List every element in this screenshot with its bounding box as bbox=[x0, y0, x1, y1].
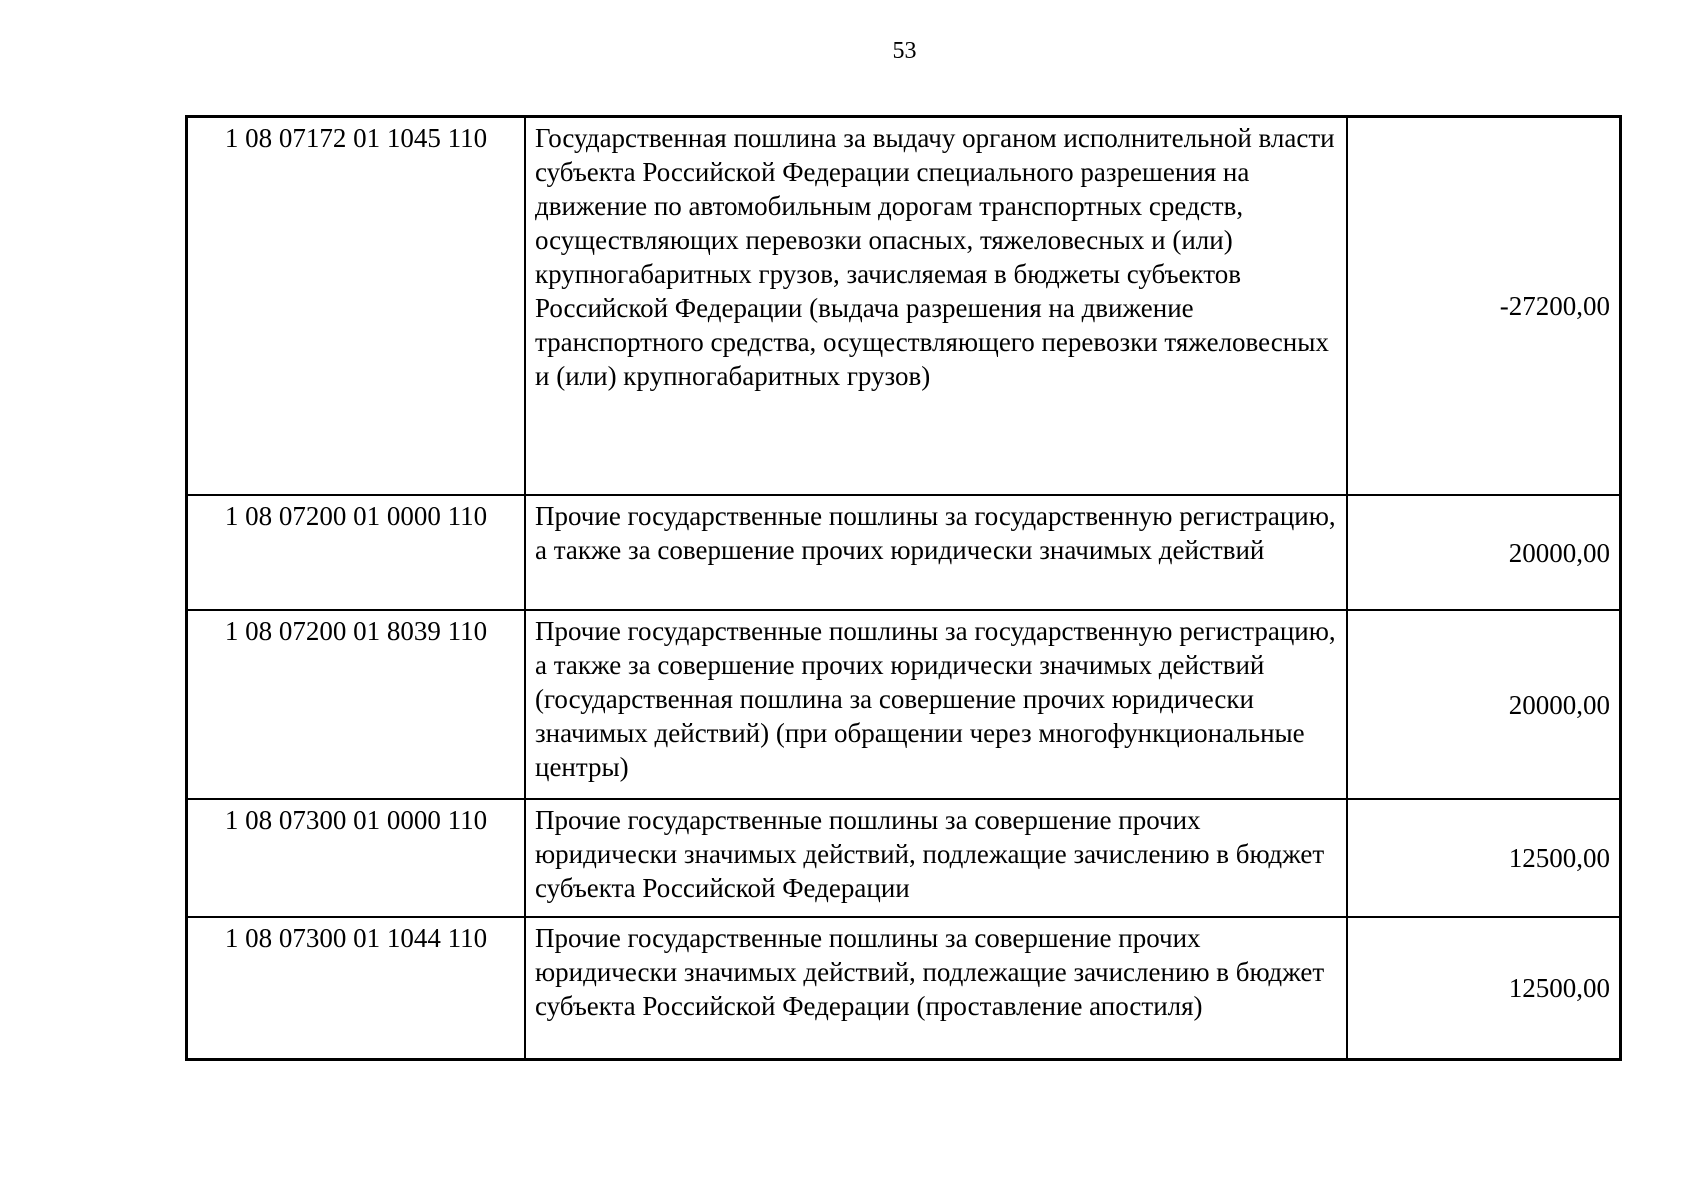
amount-cell: 12500,00 bbox=[1508, 843, 1610, 873]
income-description-cell: Государственная пошлина за выдачу органом исполнительной власти субъекта Российской Федерации специального разрешения на движение по автомобильным дорогам транспортных средств, осуществляющих перевозки опасных, тяжеловесных и (или) крупногабаритных грузов, зачисляемая в бюджеты субъектов Российской Федерации (выдача разрешения на движение транспортного средства, осуществляющего перевозки тяжеловесных и (или) крупногабаритных грузов) bbox=[526, 118, 1348, 494]
table-row bbox=[188, 496, 1619, 611]
amount-cell: 12500,00 bbox=[1508, 973, 1610, 1003]
budget-table bbox=[185, 115, 1622, 1061]
kbk-code-cell: 1 08 07300 01 1044 110 bbox=[188, 918, 526, 1058]
amount-cell: 20000,00 bbox=[1508, 689, 1610, 720]
kbk-code-cell: 1 08 07200 01 8039 110 bbox=[188, 611, 526, 798]
income-description-cell: Прочие государственные пошлины за совершение прочих юридически значимых действий, подлежащие зачислению в бюджет субъекта Российской Федерации (проставление апостиля) bbox=[526, 918, 1348, 1058]
kbk-code-cell: 1 08 07172 01 1045 110 bbox=[188, 118, 526, 494]
income-description-cell: Прочие государственные пошлины за государственную регистрацию, а также за совершение прочих юридически значимых действий (государственная пошлина за совершение прочих юридически значимых действий) (при обращении через многофункциональные центры) bbox=[526, 611, 1348, 798]
income-description-cell: Прочие государственные пошлины за государственную регистрацию, а также за совершение прочих юридически значимых действий bbox=[526, 496, 1348, 609]
income-description-cell: Прочие государственные пошлины за совершение прочих юридически значимых действий, подлежащие зачислению в бюджет субъекта Российской Федерации bbox=[526, 800, 1348, 916]
kbk-code-cell: 1 08 07300 01 0000 110 bbox=[188, 800, 526, 916]
table-row bbox=[188, 918, 1619, 1058]
kbk-code-cell: 1 08 07200 01 0000 110 bbox=[188, 496, 526, 609]
table-row bbox=[188, 800, 1619, 918]
table-row bbox=[188, 611, 1619, 800]
page-number: 53 bbox=[892, 38, 917, 64]
amount-cell: 20000,00 bbox=[1508, 537, 1610, 568]
amount-cell: -27200,00 bbox=[1499, 291, 1610, 321]
table-row bbox=[188, 118, 1619, 496]
